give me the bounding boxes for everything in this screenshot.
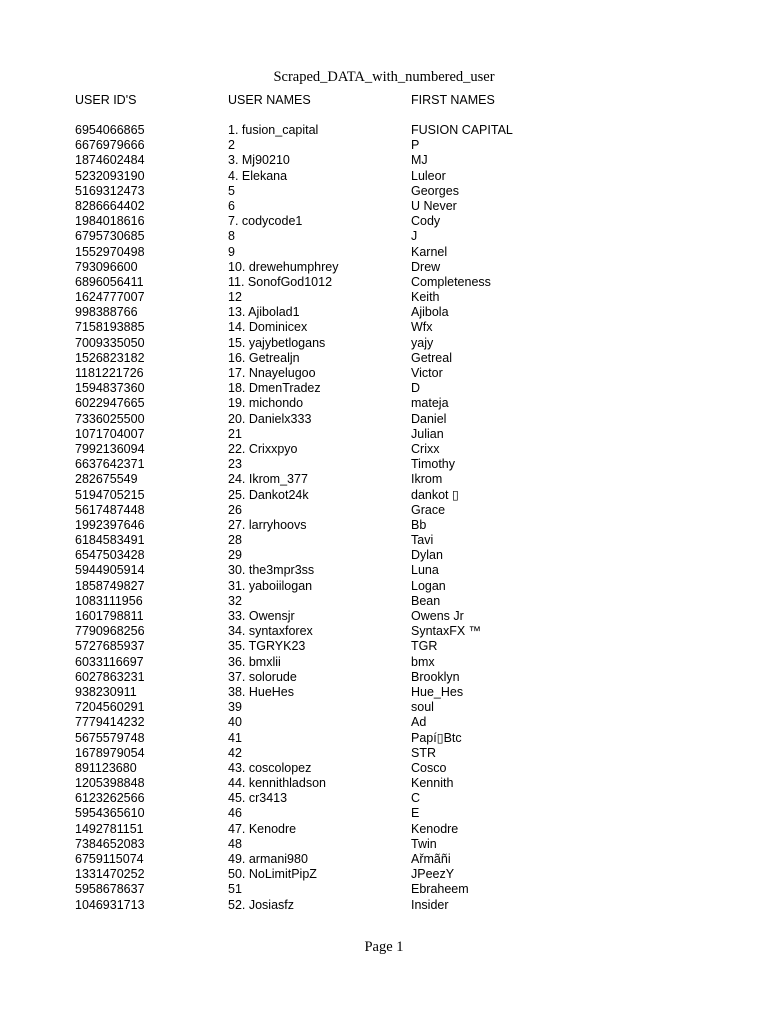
user-name-cell: 43. coscolopez — [228, 760, 312, 775]
user-id-cell: 5232093190 — [75, 168, 145, 183]
column-header-first-names: FIRST NAMES — [411, 93, 495, 107]
first-name-cell: Daniel — [411, 411, 447, 426]
table-row — [0, 791, 768, 806]
table-row — [0, 776, 768, 791]
user-id-cell: 7779414232 — [75, 715, 145, 730]
user-name-cell: 51 — [228, 882, 242, 897]
first-name-cell: Keith — [411, 290, 440, 305]
table-row — [0, 336, 768, 351]
first-name-cell: MJ — [411, 153, 428, 168]
first-name-cell: U Never — [411, 198, 457, 213]
table-row — [0, 837, 768, 852]
document-title: Scraped_DATA_with_numbered_user — [273, 69, 495, 85]
table-row — [0, 882, 768, 897]
table-row — [0, 624, 768, 639]
first-name-cell: Timothy — [411, 457, 455, 472]
table-row — [0, 351, 768, 366]
user-name-cell: 32 — [228, 593, 242, 608]
table-row — [0, 396, 768, 411]
user-name-cell: 44. kennithladson — [228, 776, 326, 791]
user-name-cell: 27. larryhoovs — [228, 517, 307, 532]
user-name-cell: 25. Dankot24k — [228, 487, 309, 502]
user-name-cell: 12 — [228, 290, 242, 305]
user-name-cell: 23 — [228, 457, 242, 472]
user-name-cell: 7. codycode1 — [228, 214, 303, 229]
table-row — [0, 731, 768, 746]
user-id-cell: 5675579748 — [75, 730, 145, 745]
column-header-user-ids: USER ID'S — [75, 93, 137, 107]
table-row — [0, 138, 768, 153]
page-number: Page 1 — [364, 939, 404, 955]
table-row — [0, 563, 768, 578]
user-name-cell: 40 — [228, 715, 242, 730]
first-name-cell: D — [411, 381, 421, 396]
first-name-cell: Kennith — [411, 776, 454, 791]
first-name-cell: TGR — [411, 639, 438, 654]
first-name-cell: Dylan — [411, 548, 443, 563]
user-name-cell: 19. michondo — [228, 396, 304, 411]
user-name-cell: 13. Ajibolad1 — [228, 305, 300, 320]
first-name-cell: Twin — [411, 836, 437, 851]
user-name-cell: 47. Kenodre — [228, 821, 297, 836]
user-id-cell: 1205398848 — [75, 776, 145, 791]
user-id-cell: 6547503428 — [75, 548, 145, 563]
first-name-cell: Victor — [411, 366, 443, 380]
user-id-cell: 1181221726 — [75, 366, 144, 380]
first-name-cell: C — [411, 791, 421, 806]
first-name-cell: Bb — [411, 517, 427, 532]
user-name-cell: 3. Mj90210 — [228, 153, 290, 168]
user-id-cell: 7336025500 — [75, 411, 145, 426]
user-id-cell: 282675549 — [75, 472, 138, 487]
user-id-cell: 938230911 — [75, 684, 137, 699]
user-id-cell: 1552970498 — [75, 244, 145, 259]
table-row — [0, 488, 768, 503]
user-id-cell: 1492781151 — [75, 821, 144, 836]
first-name-cell: Georges — [411, 183, 459, 198]
first-name-cell: P — [411, 138, 420, 153]
user-name-cell: 16. Getrealjn — [228, 350, 300, 365]
column-header-user-names: USER NAMES — [228, 93, 311, 107]
first-name-cell: yajy — [411, 335, 434, 350]
user-id-cell: 1046931713 — [75, 897, 145, 912]
first-name-cell: Ikrom — [411, 472, 443, 487]
first-name-cell: E — [411, 806, 420, 821]
user-id-cell: 7790968256 — [75, 624, 145, 639]
user-id-cell: 891123680 — [75, 760, 137, 775]
user-name-cell: 48 — [228, 836, 242, 851]
first-name-cell: Cody — [411, 214, 441, 229]
user-name-cell: 38. HueHes — [228, 684, 295, 699]
first-name-cell: Ajibola — [411, 305, 449, 320]
first-name-cell: STR — [411, 745, 436, 760]
user-id-cell: 1071704007 — [75, 426, 145, 441]
user-name-cell: 2 — [228, 138, 235, 153]
table-row — [0, 245, 768, 260]
user-id-cell: 7204560291 — [75, 700, 145, 715]
user-name-cell: 22. Crixxpyo — [228, 441, 298, 456]
user-name-cell: 24. Ikrom_377 — [228, 472, 308, 487]
user-id-cell: 1858749827 — [75, 578, 145, 593]
user-name-cell: 46 — [228, 806, 242, 821]
user-id-cell: 5944905914 — [75, 563, 145, 578]
table-row — [0, 275, 768, 290]
table-row — [0, 700, 768, 715]
table-row — [0, 852, 768, 867]
table-row — [0, 655, 768, 670]
first-name-cell: Completeness — [411, 274, 491, 289]
user-id-cell: 1874602484 — [75, 153, 145, 168]
first-name-cell: JPeezY — [411, 867, 455, 882]
first-name-cell: Julian — [411, 426, 444, 441]
first-name-cell: bmx — [411, 654, 435, 669]
first-name-cell: Ebraheem — [411, 882, 469, 897]
user-name-cell: 52. Josiasfz — [228, 897, 295, 912]
user-id-cell: 1526823182 — [75, 350, 145, 365]
table-row — [0, 761, 768, 776]
user-name-cell: 49. armani980 — [228, 852, 308, 866]
user-name-cell: 26 — [228, 502, 242, 517]
first-name-cell: Luna — [411, 563, 439, 578]
user-id-cell: 5958678637 — [75, 882, 145, 897]
table-row — [0, 715, 768, 730]
user-id-cell: 6637642371 — [75, 457, 145, 472]
user-id-cell: 6795730685 — [75, 229, 145, 244]
table-row — [0, 579, 768, 594]
first-name-cell: Bean — [411, 593, 441, 608]
table-row — [0, 199, 768, 214]
first-name-cell: Ad — [411, 715, 427, 730]
user-name-cell: 6 — [228, 198, 235, 213]
user-name-cell: 20. Danielx333 — [228, 411, 312, 426]
table-row — [0, 229, 768, 244]
user-name-cell: 18. DmenTradez — [228, 381, 321, 396]
user-id-cell: 7009335050 — [75, 335, 145, 350]
user-id-cell: 1992397646 — [75, 517, 145, 532]
user-id-cell: 5169312473 — [75, 183, 145, 198]
first-name-cell: Drew — [411, 259, 441, 274]
user-id-cell: 1624777007 — [75, 290, 145, 305]
user-name-cell: 15. yajybetlogans — [228, 335, 326, 350]
user-name-cell: 45. cr3413 — [228, 791, 288, 806]
table-row — [0, 412, 768, 427]
user-name-cell: 36. bmxlii — [228, 654, 281, 669]
table-row — [0, 305, 768, 320]
first-name-cell: Karnel — [411, 244, 448, 259]
first-name-cell: Luleor — [411, 168, 446, 183]
user-name-cell: 33. Owensjr — [228, 609, 295, 623]
user-id-cell: 6022947665 — [75, 396, 145, 411]
table-row — [0, 594, 768, 609]
table-header — [0, 92, 768, 108]
table-row — [0, 822, 768, 837]
table-row — [0, 214, 768, 229]
table-row — [0, 746, 768, 761]
user-id-cell: 6676979666 — [75, 138, 145, 153]
user-id-cell: 6184583491 — [75, 533, 145, 548]
first-name-cell: Grace — [411, 502, 446, 517]
first-name-cell: Kenodre — [411, 821, 459, 836]
first-name-cell: dankot ▯ — [411, 487, 459, 502]
table-row — [0, 427, 768, 442]
user-id-cell: 1984018616 — [75, 214, 145, 229]
user-name-cell: 17. Nnayelugoo — [228, 366, 316, 380]
table-row — [0, 153, 768, 168]
first-name-cell: Owens Jr — [411, 609, 464, 623]
user-name-cell: 9 — [228, 244, 235, 259]
table-row — [0, 169, 768, 184]
user-name-cell: 8 — [228, 229, 235, 244]
first-name-cell: Tavi — [411, 533, 434, 548]
user-id-cell: 793096600 — [75, 259, 138, 274]
user-name-cell: 11. SonofGod1012 — [228, 274, 333, 289]
first-name-cell: soul — [411, 700, 434, 715]
user-name-cell: 30. the3mpr3ss — [228, 563, 315, 578]
table-row — [0, 639, 768, 654]
table-row — [0, 867, 768, 882]
user-id-cell: 1601798811 — [75, 609, 144, 623]
first-name-cell: Cosco — [411, 760, 447, 775]
first-name-cell: SyntaxFX ™ — [411, 624, 482, 639]
table-row — [0, 290, 768, 305]
user-id-cell: 5954365610 — [75, 806, 145, 821]
user-id-cell: 998388766 — [75, 305, 138, 320]
first-name-cell: Hue_Hes — [411, 684, 464, 699]
table-row — [0, 898, 768, 913]
user-id-cell: 1678979054 — [75, 745, 145, 760]
table-row — [0, 472, 768, 487]
user-name-cell: 10. drewehumphrey — [228, 259, 339, 274]
user-name-cell: 5 — [228, 183, 235, 198]
user-id-cell: 7992136094 — [75, 441, 145, 456]
user-id-cell: 6123262566 — [75, 791, 145, 806]
table-row — [0, 123, 768, 138]
user-name-cell: 34. syntaxforex — [228, 624, 313, 639]
table-row — [0, 320, 768, 335]
user-id-cell: 7384652083 — [75, 836, 145, 851]
user-id-cell: 1083111956 — [75, 593, 143, 608]
user-id-cell: 1331470252 — [75, 867, 145, 882]
table-row — [0, 442, 768, 457]
first-name-cell: mateja — [411, 396, 449, 411]
user-id-cell: 5727685937 — [75, 639, 145, 654]
user-name-cell: 14. Dominicex — [228, 320, 308, 335]
table-row — [0, 260, 768, 275]
user-name-cell: 37. solorude — [228, 669, 297, 684]
table-body — [0, 123, 768, 913]
user-name-cell: 41 — [228, 730, 242, 745]
user-name-cell: 29 — [228, 548, 242, 563]
table-row — [0, 609, 768, 624]
user-id-cell: 5194705215 — [75, 487, 145, 502]
user-id-cell: 7158193885 — [75, 320, 145, 335]
user-id-cell: 5617487448 — [75, 502, 145, 517]
user-name-cell: 39 — [228, 700, 242, 715]
user-name-cell: 31. yaboiilogan — [228, 578, 313, 593]
table-row — [0, 184, 768, 199]
table-row — [0, 457, 768, 472]
user-id-cell: 6759115074 — [75, 852, 144, 866]
first-name-cell: Crixx — [411, 441, 440, 456]
user-name-cell: 35. TGRYK23 — [228, 639, 306, 654]
first-name-cell: Papí▯Btc — [411, 730, 462, 745]
first-name-cell: J — [411, 229, 418, 244]
user-name-cell: 28 — [228, 533, 242, 548]
user-id-cell: 8286664402 — [75, 198, 145, 213]
user-id-cell: 1594837360 — [75, 381, 145, 396]
user-name-cell: 1. fusion_capital — [228, 123, 319, 137]
user-name-cell: 42 — [228, 745, 242, 760]
table-row — [0, 806, 768, 821]
user-id-cell: 6033116697 — [75, 654, 144, 669]
table-row — [0, 366, 768, 381]
user-id-cell: 6896056411 — [75, 274, 144, 289]
first-name-cell: Brooklyn — [411, 669, 460, 684]
table-row — [0, 548, 768, 563]
first-name-cell: Logan — [411, 578, 446, 593]
first-name-cell: Getreal — [411, 350, 452, 365]
user-id-cell: 6027863231 — [75, 669, 145, 684]
user-name-cell: 50. NoLimitPipZ — [228, 867, 317, 882]
user-name-cell: 21 — [228, 426, 242, 441]
user-id-cell: 6954066865 — [75, 123, 145, 137]
first-name-cell: Ařmãñi — [411, 852, 451, 866]
user-name-cell: 4. Elekana — [228, 168, 288, 183]
table-row — [0, 533, 768, 548]
first-name-cell: FUSION CAPITAL — [411, 123, 513, 137]
table-row — [0, 518, 768, 533]
table-row — [0, 685, 768, 700]
table-row — [0, 670, 768, 685]
first-name-cell: Wfx — [411, 320, 433, 335]
table-row — [0, 381, 768, 396]
first-name-cell: Insider — [411, 897, 449, 912]
table-row — [0, 503, 768, 518]
